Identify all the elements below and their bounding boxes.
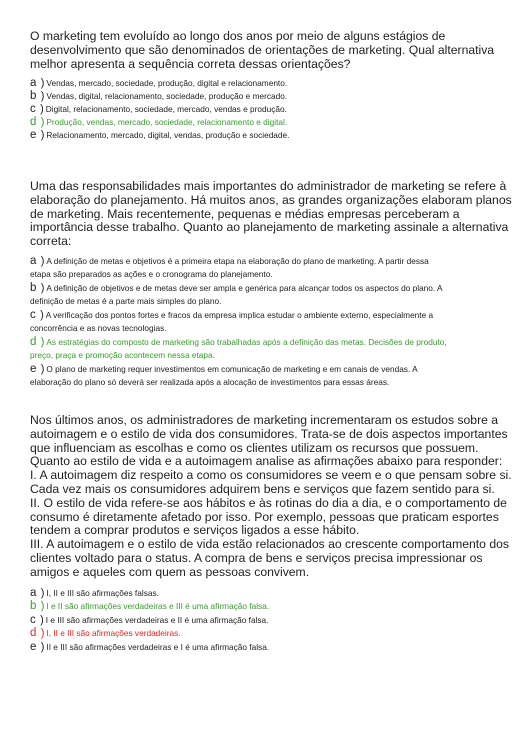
option-paren: )	[40, 116, 45, 129]
option-letter: a	[30, 77, 37, 90]
option-paren: )	[40, 586, 45, 599]
answer-option-c[interactable]	[30, 103, 492, 116]
stem-line: autoimagem e o estilo de vida dos consumidores. Trata-se de dois aspectos importantes	[30, 426, 508, 441]
option-paren: )	[40, 362, 45, 375]
answer-option-b[interactable]	[30, 90, 492, 103]
option-text-line	[30, 282, 492, 295]
stem-line: Quanto ao estilo de vida e a autoimagem analise as afirmações abaixo para responder:	[30, 454, 503, 469]
stem-line: de marketing. Mais recentemente, pequenas e médias empresas perceberam a	[30, 206, 460, 221]
question-stem	[30, 179, 512, 249]
option-letter: d	[30, 335, 37, 348]
stem-line: I. A autoimagem diz respeito a como os consumidores se veem e o que pensam sobre si.	[30, 468, 512, 483]
stem-line: Nos últimos anos, os administradores de marketing incrementaram os estudos sobre a	[30, 413, 499, 427]
option-text-line	[30, 309, 492, 322]
stem-line: amigos e aqueles com quem as pessoas convivem.	[30, 564, 310, 579]
option-letter: e	[30, 640, 37, 653]
answer-option-e[interactable]	[30, 641, 492, 655]
option-text-line	[30, 322, 492, 335]
stem-line: consumo é diretamente afetado por isso. Por exemplo, pessoas que praticam esportes	[30, 509, 499, 524]
option-paren: )	[40, 129, 45, 142]
stem-line: Cada vez mais os consumidores adquirem bens e serviços que fazem sentido para si.	[30, 481, 495, 496]
option-text: preço, praça e promoção acontecem nessa etapa.	[30, 349, 215, 360]
option-text: A definição de objetivos e de metas deve ser ampla e genérica para alcançar todos os aspectos do plano. A	[46, 282, 443, 293]
answer-option-d[interactable]	[30, 627, 492, 641]
option-text-line	[30, 336, 492, 349]
option-text: II e III são afirmações verdadeiras e I é uma afirmação falsa.	[46, 641, 270, 652]
option-letter: c	[30, 103, 36, 116]
option-paren: )	[40, 640, 45, 653]
answer-option-e[interactable]	[30, 129, 492, 142]
stem-line: III. A autoimagem e o estilo de vida estão relacionados ao crescente comportamento dos	[30, 537, 509, 552]
option-text: A definição de metas e objetivos é a primeira etapa na elaboração do plano de marketing. A partir dessa	[46, 255, 429, 266]
option-letter: c	[30, 613, 36, 626]
answer-option-a[interactable]	[30, 77, 492, 90]
option-letter: b	[30, 90, 37, 103]
stem-line: desenvolvimento que são denominados de orientações de marketing. Qual alternativa	[30, 42, 495, 57]
answer-option-c[interactable]	[30, 614, 492, 628]
option-text: concorrência e as novas tecnologias.	[30, 322, 167, 333]
stem-line: correta:	[30, 234, 72, 249]
answer-options	[30, 587, 492, 655]
answer-option-b[interactable]	[30, 600, 492, 614]
stem-line: tendem a comprar produtos e serviços ligados a esse hábito.	[30, 523, 360, 538]
answer-options	[30, 77, 492, 142]
question-1	[30, 29, 495, 142]
answer-option-c[interactable]	[30, 309, 492, 335]
option-text: Produção, vendas, mercado, sociedade, relacionamento e digital.	[46, 117, 288, 128]
option-text: Vendas, digital, relacionamento, sociedade, produção e mercado.	[46, 91, 288, 102]
option-text-line	[30, 376, 492, 389]
option-letter: e	[30, 129, 37, 142]
option-text-line	[30, 295, 492, 308]
option-text-line	[30, 255, 492, 268]
answer-option-a[interactable]	[30, 587, 492, 601]
answer-option-a[interactable]	[30, 255, 492, 281]
option-text-line	[30, 349, 492, 362]
option-letter: d	[30, 116, 37, 129]
stem-line: clientes voltado para o status. A compra de bens e serviços precisa impressionar os	[30, 550, 483, 565]
option-text: Relacionamento, mercado, digital, vendas, produção e sociedade.	[46, 130, 290, 141]
stem-line: Uma das responsabilidades mais importantes do administrador de marketing se refere à	[30, 179, 507, 193]
option-text: I e III são afirmações verdadeiras e II é uma afirmação falsa.	[45, 614, 269, 625]
option-paren: )	[40, 281, 45, 294]
option-text: I, II e III são afirmações verdadeiras.	[46, 628, 181, 639]
option-letter: a	[30, 254, 37, 267]
option-paren: )	[40, 77, 45, 90]
option-text-line	[30, 268, 492, 281]
option-paren: )	[40, 90, 45, 103]
stem-line: elaboração do planejamento. Há muitos anos, as grandes organizações elaboram planos	[30, 192, 512, 207]
answer-options	[30, 255, 492, 389]
option-letter: a	[30, 586, 37, 599]
option-paren: )	[40, 335, 45, 348]
option-letter: e	[30, 362, 37, 375]
option-paren: )	[40, 308, 44, 321]
stem-line: melhor apresenta a sequência correta dessas orientações?	[30, 56, 351, 71]
stem-line: que influenciam as escolhas e como os clientes utilizam os recursos que possuem.	[30, 440, 479, 455]
question-stem	[30, 413, 512, 580]
option-paren: )	[40, 600, 45, 613]
option-text-line	[30, 363, 492, 376]
answer-option-d[interactable]	[30, 116, 492, 129]
option-text: definição de metas é a parte mais simples do plano.	[30, 295, 222, 306]
option-paren: )	[40, 613, 44, 626]
option-paren: )	[40, 103, 44, 116]
option-text: Vendas, mercado, sociedade, produção, digital e relacionamento.	[46, 78, 288, 89]
option-text: As estratégias do composto de marketing são trabalhadas após a definição das metas. Decisões de produto,	[46, 336, 447, 347]
answer-option-d[interactable]	[30, 336, 492, 362]
stem-line: II. O estilo de vida refere-se aos hábitos e às rotinas do dia a dia, e o comportamento de	[30, 495, 507, 510]
option-text: O plano de marketing requer investimentos em comunicação de marketing e em canais de vendas. A	[46, 363, 418, 374]
stem-line: importância desse trabalho. Quanto ao planejamento de marketing assinale a alternativa	[30, 220, 509, 235]
option-letter: b	[30, 281, 37, 294]
answer-option-e[interactable]	[30, 363, 492, 389]
option-letter: b	[30, 600, 37, 613]
option-text: elaboração do plano só deverá ser realizada após a alocação de investimentos para essas áreas.	[30, 376, 390, 387]
stem-line: O marketing tem evoluído ao longo dos anos por meio de alguns estágios de	[30, 29, 446, 43]
question-2	[30, 179, 512, 390]
answer-option-b[interactable]	[30, 282, 492, 308]
option-paren: )	[40, 254, 45, 267]
question-3	[30, 413, 512, 654]
option-letter: d	[30, 627, 37, 640]
option-text: I, II e III são afirmações falsas.	[46, 587, 159, 598]
option-text: Digital, relacionamento, sociedade, mercado, vendas e produção.	[45, 104, 287, 115]
option-text: A verificação dos pontos fortes e fracos da empresa implica estudar o ambiente externo, especialmente a	[45, 309, 434, 320]
option-text: etapa são preparados as ações e o cronograma do planejamento.	[30, 268, 273, 279]
option-paren: )	[40, 627, 45, 640]
option-text: I e II são afirmações verdadeiras e III é uma afirmação falsa.	[46, 601, 270, 612]
question-stem	[30, 29, 495, 71]
option-letter: c	[30, 308, 36, 321]
